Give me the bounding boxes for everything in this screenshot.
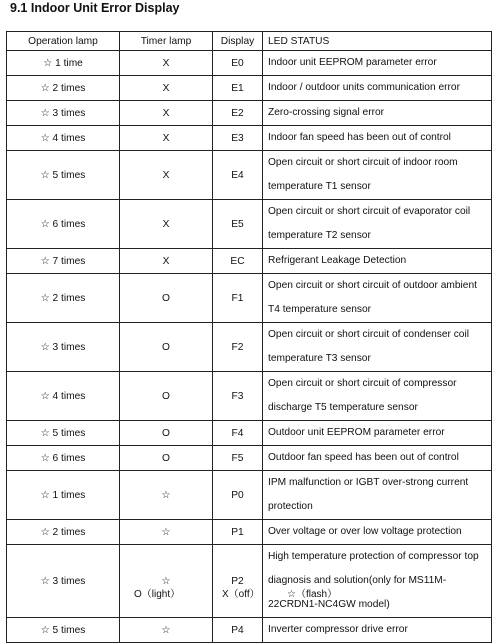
operation-lamp-cell: ☆ 4 times bbox=[7, 372, 120, 421]
led-status-cell: Indoor / outdoor units communication error bbox=[263, 76, 492, 101]
timer-lamp-cell: ☆ bbox=[120, 520, 213, 545]
timer-lamp-cell: X bbox=[120, 51, 213, 76]
display-code-cell: P0 bbox=[213, 471, 263, 520]
display-code-cell: F2 bbox=[213, 323, 263, 372]
led-status-cell: Indoor fan speed has been out of control bbox=[263, 126, 492, 151]
operation-lamp-cell: ☆ 1 times bbox=[7, 471, 120, 520]
display-code-cell: F5 bbox=[213, 446, 263, 471]
display-code-cell: E0 bbox=[213, 51, 263, 76]
legend-off: X（off） bbox=[222, 589, 260, 600]
table-row bbox=[7, 421, 492, 446]
operation-lamp-cell: ☆ 3 times bbox=[7, 101, 120, 126]
timer-lamp-cell: ☆ bbox=[120, 545, 213, 618]
led-status-cell: Open circuit or short circuit of indoor room temperature T1 sensor bbox=[263, 151, 492, 200]
display-code-cell: E5 bbox=[213, 200, 263, 249]
table-row bbox=[7, 323, 492, 372]
header-operation-lamp: Operation lamp bbox=[7, 32, 120, 51]
operation-lamp-cell: ☆ 6 times bbox=[7, 446, 120, 471]
operation-lamp-cell: ☆ 1 time bbox=[7, 51, 120, 76]
operation-lamp-cell: ☆ 2 times bbox=[7, 76, 120, 101]
table-row bbox=[7, 274, 492, 323]
operation-lamp-cell: ☆ 3 times bbox=[7, 545, 120, 618]
table-row bbox=[7, 126, 492, 151]
led-status-cell: Open circuit or short circuit of compressor discharge T5 temperature sensor bbox=[263, 372, 492, 421]
timer-lamp-cell: X bbox=[120, 76, 213, 101]
operation-lamp-cell: ☆ 5 times bbox=[7, 618, 120, 643]
display-code-cell: E3 bbox=[213, 126, 263, 151]
timer-lamp-cell: X bbox=[120, 101, 213, 126]
led-status-cell: Indoor unit EEPROM parameter error bbox=[263, 51, 492, 76]
display-code-cell: P1 bbox=[213, 520, 263, 545]
table-row bbox=[7, 151, 492, 200]
display-code-cell: F1 bbox=[213, 274, 263, 323]
header-timer-lamp: Timer lamp bbox=[120, 32, 213, 51]
display-code-cell: F4 bbox=[213, 421, 263, 446]
table-row bbox=[7, 545, 492, 618]
timer-lamp-cell: ☆ bbox=[120, 471, 213, 520]
table-header-row bbox=[7, 32, 492, 51]
table-row bbox=[7, 200, 492, 249]
led-status-cell: Zero-crossing signal error bbox=[263, 101, 492, 126]
table-row bbox=[7, 101, 492, 126]
operation-lamp-cell: ☆ 5 times bbox=[7, 421, 120, 446]
led-status-cell: Outdoor fan speed has been out of control bbox=[263, 446, 492, 471]
table-row bbox=[7, 471, 492, 520]
operation-lamp-cell: ☆ 2 times bbox=[7, 520, 120, 545]
table-row bbox=[7, 520, 492, 545]
operation-lamp-cell: ☆ 3 times bbox=[7, 323, 120, 372]
header-display: Display bbox=[213, 32, 263, 51]
display-code-cell: E1 bbox=[213, 76, 263, 101]
timer-lamp-cell: ☆ bbox=[120, 618, 213, 643]
error-display-table bbox=[6, 31, 492, 643]
table-row bbox=[7, 249, 492, 274]
operation-lamp-cell: ☆ 2 times bbox=[7, 274, 120, 323]
table-row bbox=[7, 446, 492, 471]
operation-lamp-cell: ☆ 7 times bbox=[7, 249, 120, 274]
table-row bbox=[7, 51, 492, 76]
operation-lamp-cell: ☆ 4 times bbox=[7, 126, 120, 151]
display-code-cell: F3 bbox=[213, 372, 263, 421]
legend-flash: ☆（flash） bbox=[287, 589, 338, 600]
timer-lamp-cell: O bbox=[120, 372, 213, 421]
operation-lamp-cell: ☆ 5 times bbox=[7, 151, 120, 200]
led-status-cell: Outdoor unit EEPROM parameter error bbox=[263, 421, 492, 446]
display-code-cell: P2 bbox=[213, 545, 263, 618]
timer-lamp-cell: X bbox=[120, 151, 213, 200]
timer-lamp-cell: O bbox=[120, 274, 213, 323]
led-status-cell: Open circuit or short circuit of evaporator coil temperature T2 sensor bbox=[263, 200, 492, 249]
table-row bbox=[7, 76, 492, 101]
header-led-status: LED STATUS bbox=[263, 32, 492, 51]
led-status-cell: High temperature protection of compressor top diagnosis and solution(only for MS11M-22CRDN1-NC4GW model) bbox=[263, 545, 492, 618]
led-status-cell: IPM malfunction or IGBT over-strong current protection bbox=[263, 471, 492, 520]
timer-lamp-cell: O bbox=[120, 421, 213, 446]
led-status-cell: Open circuit or short circuit of outdoor ambient T4 temperature sensor bbox=[263, 274, 492, 323]
led-status-cell: Refrigerant Leakage Detection bbox=[263, 249, 492, 274]
table-row bbox=[7, 372, 492, 421]
table-row bbox=[7, 618, 492, 643]
timer-lamp-cell: O bbox=[120, 446, 213, 471]
led-status-cell: Over voltage or over low voltage protection bbox=[263, 520, 492, 545]
section-title: 9.1 Indoor Unit Error Display bbox=[10, 1, 180, 15]
led-status-cell: Inverter compressor drive error bbox=[263, 618, 492, 643]
operation-lamp-cell: ☆ 6 times bbox=[7, 200, 120, 249]
display-code-cell: E2 bbox=[213, 101, 263, 126]
legend-light: O（light） bbox=[134, 589, 181, 600]
timer-lamp-cell: X bbox=[120, 126, 213, 151]
display-code-cell: EC bbox=[213, 249, 263, 274]
timer-lamp-cell: X bbox=[120, 249, 213, 274]
display-code-cell: P4 bbox=[213, 618, 263, 643]
display-code-cell: E4 bbox=[213, 151, 263, 200]
timer-lamp-cell: O bbox=[120, 323, 213, 372]
timer-lamp-cell: X bbox=[120, 200, 213, 249]
led-status-cell: Open circuit or short circuit of condenser coil temperature T3 sensor bbox=[263, 323, 492, 372]
